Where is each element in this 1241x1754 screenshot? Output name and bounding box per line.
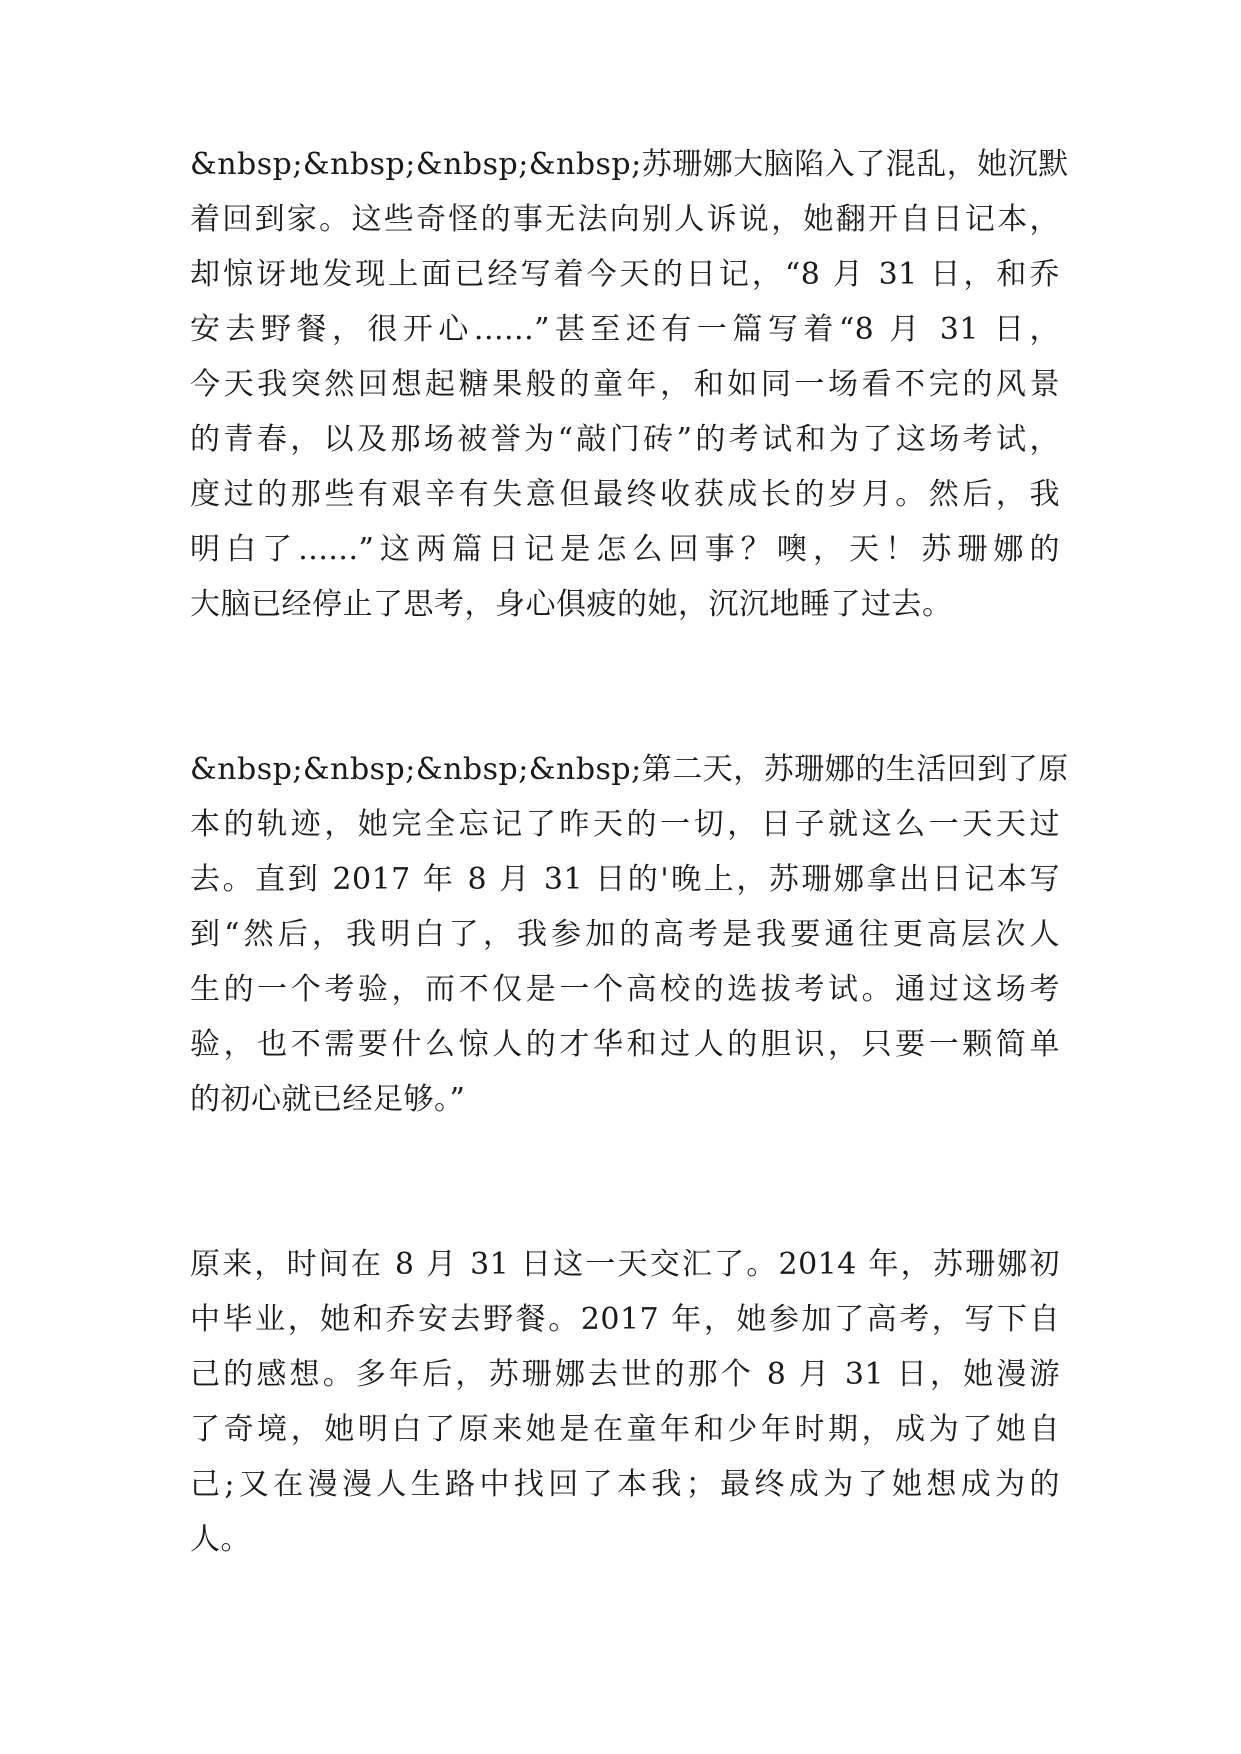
paragraph-line: 去。直到 2017 年 8 月 31 日的'晚上，苏珊娜拿出日记本写 xyxy=(190,862,1060,897)
paragraph-line: 原来，时间在 8 月 31 日这一天交汇了。2014 年，苏珊娜初 xyxy=(190,1247,1060,1282)
paragraph-line: 大脑已经停止了思考，身心俱疲的她，沉沉地睡了过去。 xyxy=(190,587,953,622)
paragraph-line: 的青春，以及那场被誉为“敲门砖”的考试和为了这场考试， xyxy=(190,422,1060,457)
paragraph-line: 己;又在漫漫人生路中找回了本我；最终成为了她想成为的 xyxy=(190,1467,1060,1502)
paragraph-line: 今天我突然回想起糖果般的童年，和如同一场看不完的风景 xyxy=(190,367,1060,402)
paragraph-line: 明白了......”这两篇日记是怎么回事？噢，天！苏珊娜的 xyxy=(190,532,1060,567)
paragraph-line: 度过的那些有艰辛有失意但最终收获成长的岁月。然后，我 xyxy=(190,477,1060,512)
paragraph-line: 到“然后，我明白了，我参加的高考是我要通往更高层次人 xyxy=(190,917,1060,952)
paragraph-line: 的初心就已经足够。” xyxy=(190,1082,466,1117)
paragraph-line: &nbsp;&nbsp;&nbsp;&nbsp;苏珊娜大脑陷入了混乱，她沉默 xyxy=(190,147,1069,182)
paragraph-line: 生的一个考验，而不仅是一个高校的选拔考试。通过这场考 xyxy=(190,972,1060,1007)
paragraph-line: &nbsp;&nbsp;&nbsp;&nbsp;第二天，苏珊娜的生活回到了原 xyxy=(190,752,1069,787)
paragraph-line: 己的感想。多年后，苏珊娜去世的那个 8 月 31 日，她漫游 xyxy=(190,1357,1060,1392)
paragraph-line: 却惊讶地发现上面已经写着今天的日记，“8 月 31 日，和乔 xyxy=(190,257,1060,292)
paragraph-line: 人。 xyxy=(190,1522,251,1557)
paragraph-line: 着回到家。这些奇怪的事无法向别人诉说，她翻开自日记本， xyxy=(190,202,1060,237)
paragraph-line: 本的轨迹，她完全忘记了昨天的一切，日子就这么一天天过 xyxy=(190,807,1060,842)
paragraph-line: 了奇境，她明白了原来她是在童年和少年时期，成为了她自 xyxy=(190,1412,1060,1447)
paragraph-line: 中毕业，她和乔安去野餐。2017 年，她参加了高考，写下自 xyxy=(190,1302,1060,1337)
paragraph-line: 验，也不需要什么惊人的才华和过人的胆识，只要一颗简单 xyxy=(190,1027,1060,1062)
paragraph-line: 安去野餐，很开心......”甚至还有一篇写着“8 月 31 日， xyxy=(190,312,1060,347)
